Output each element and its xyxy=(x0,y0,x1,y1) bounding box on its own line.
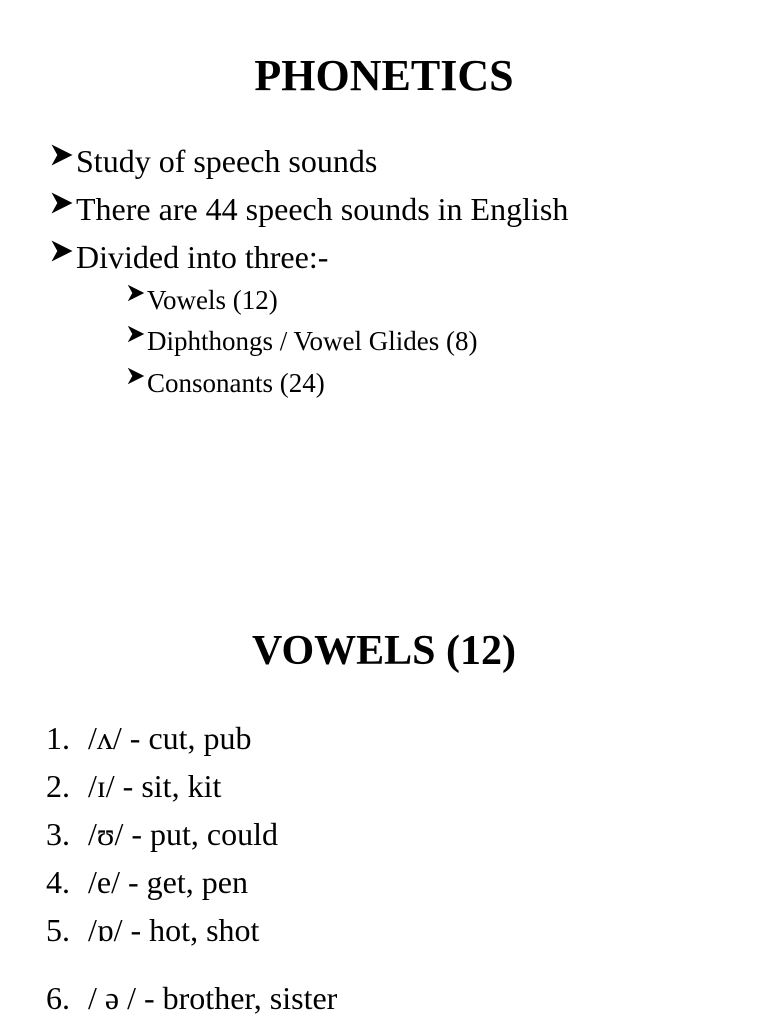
list-text: /ɒ/ - hot, shot xyxy=(88,912,260,948)
bullet-item xyxy=(48,241,328,273)
list-text: /ɪ/ - sit, kit xyxy=(88,768,222,804)
list-number: 4. xyxy=(46,864,70,900)
list-item xyxy=(46,982,337,1014)
arrowhead-bullet-icon xyxy=(125,323,147,345)
list-item xyxy=(46,818,278,850)
bullet-item xyxy=(48,145,377,177)
list-number: 3. xyxy=(46,816,70,852)
bullet-text: Study of speech sounds xyxy=(76,143,378,179)
arrowhead-bullet-icon xyxy=(125,365,147,387)
list-number: 2. xyxy=(46,768,70,804)
list-text: /ʌ/ - cut, pub xyxy=(88,720,252,756)
sub-bullet-text: Diphthongs / Vowel Glides (8) xyxy=(147,326,478,356)
arrowhead-bullet-icon xyxy=(125,282,147,304)
arrowhead-bullet-icon xyxy=(48,189,76,217)
list-number: 5. xyxy=(46,912,70,948)
section-title: VOWELS (12) xyxy=(251,628,517,674)
list-number: 1. xyxy=(46,720,70,756)
sub-bullet-text: Vowels (12) xyxy=(147,285,278,315)
sub-bullet-item xyxy=(125,287,278,314)
arrowhead-bullet-icon xyxy=(48,141,76,169)
list-item xyxy=(46,914,259,946)
bullet-text: There are 44 speech sounds in English xyxy=(76,191,569,227)
page-title: PHONETICS xyxy=(254,51,514,100)
sub-bullet-text: Consonants (24) xyxy=(147,368,325,398)
list-text: / ə / - brother, sister xyxy=(88,980,338,1016)
bullet-item xyxy=(48,193,568,225)
list-item xyxy=(46,770,221,802)
arrowhead-bullet-icon xyxy=(48,237,76,265)
sub-bullet-item xyxy=(125,370,325,397)
list-item xyxy=(46,722,252,754)
bullet-text: Divided into three:- xyxy=(76,239,329,275)
list-text: /e/ - get, pen xyxy=(88,864,248,900)
list-item xyxy=(46,866,248,898)
sub-bullet-item xyxy=(125,328,478,355)
list-number: 6. xyxy=(46,980,70,1016)
list-text: /ʊ/ - put, could xyxy=(88,816,278,852)
